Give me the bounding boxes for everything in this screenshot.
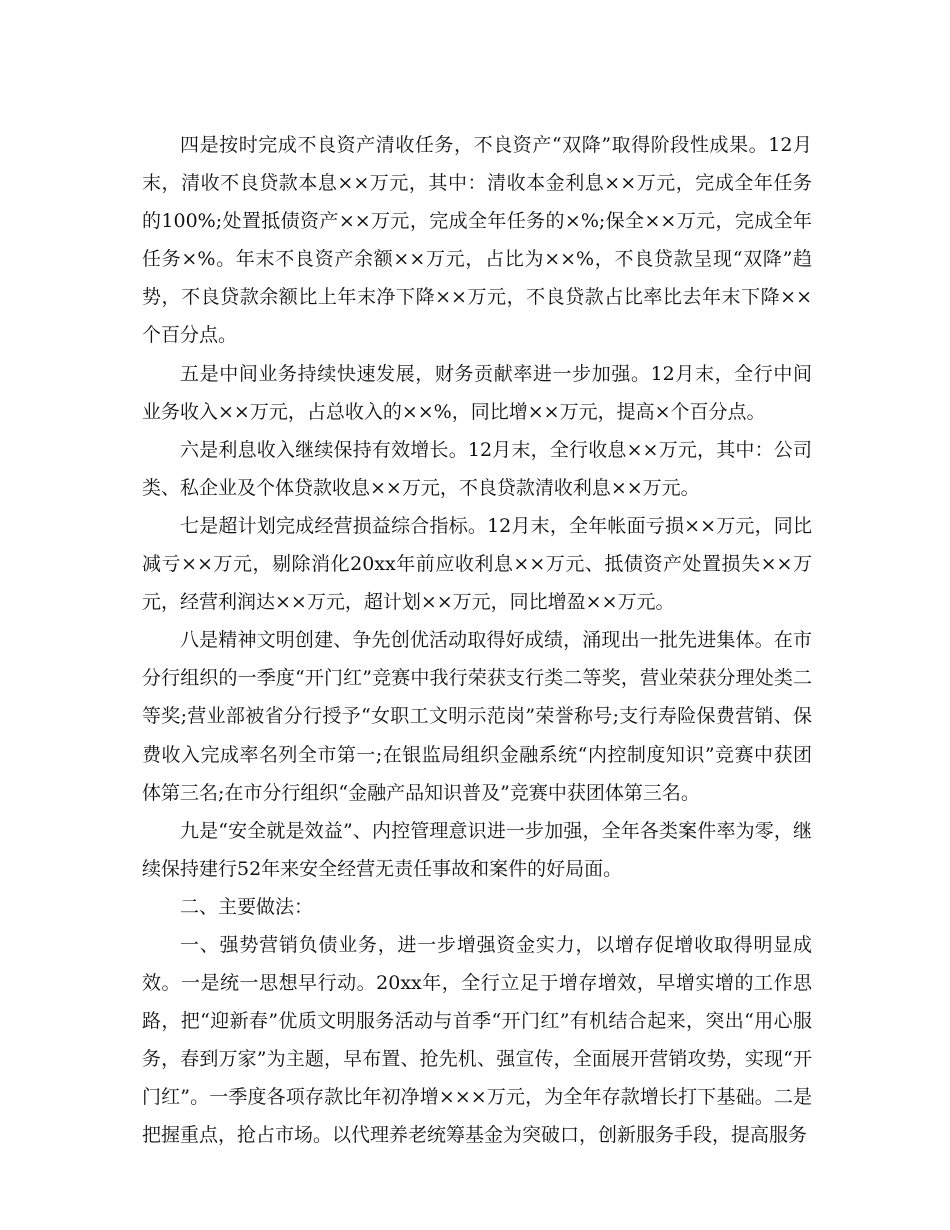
paragraph-item-5: 五是中间业务持续快速发展，财务贡献率进一步加强。12月末，全行中间业务收入××万元，占总收入的××%，同比增××万元，提高×个百分点。 [142,362,812,423]
section-heading-main-methods: 二、主要做法： [180,895,314,918]
paragraph-item-9: 九是“安全就是效益”、内控管理意识进一步加强，全年各类案件率为零，继续保持建行52年来安全经营无责任事故和案件的好局面。 [142,819,812,880]
paragraph-item-7: 七是超计划完成经营损益综合指标。12月末，全年帐面亏损××万元，同比减亏××万元，剔除消化20xx年前应收利息××万元、抵债资产处置损失××万元，经营利润达××万元，超计划××万元，同比增盈××万元。 [142,514,812,614]
document-body [142,126,812,1155]
paragraph-item-4: 四是按时完成不良资产清收任务，不良资产“双降”取得阶段性成果。12月末，清收不良贷款本息××万元，其中：清收本金利息××万元，完成全年任务的100%;处置抵债资产××万元，完成全年任务的×%;保全××万元，完成全年任务×%。年末不良资产余额××万元，占比为××%，不良贷款呈现“双降”趋势，不良贷款余额比上年末净下降××万元，不良贷款占比率比去年末下降××个百分点。 [142,134,812,347]
paragraph-item-6: 六是利息收入继续保持有效增长。12月末，全行收息××万元，其中：公司类、私企业及个体贷款收息××万元，不良贷款清收利息××万元。 [142,438,812,499]
paragraph-item-8: 八是精神文明创建、争先创优活动取得好成绩，涌现出一批先进集体。在市分行组织的一季度“开门红”竞赛中我行荣获支行类二等奖，营业荣获分理处类二等奖;营业部被省分行授予“女职工文明示范岗”荣誉称号;支行寿险保费营销、保费收入完成率名列全市第一;在银监局组织金融系统“内控制度知识”竞赛中获团体第三名;在市分行组织“金融产品知识普及”竞赛中获团体第三名。 [142,629,812,804]
paragraph-method-1: 一、强势营销负债业务，进一步增强资金实力，以增存促增收取得明显成效。一是统一思想早行动。20xx年，全行立足于增存增效，早增实增的工作思路，把“迎新春”优质文明服务活动与首季“开门红”有机结合起来，突出“用心服务，春到万家”为主题，早布置、抢先机、强宣传，全面展开营销攻势，实现“开门红”。一季度各项存款比年初净增×××万元，为全年存款增长打下基础。二是把握重点，抢占市场。以代理养老统筹基金为突破口，创新服务手段，提高服务 [142,933,812,1147]
